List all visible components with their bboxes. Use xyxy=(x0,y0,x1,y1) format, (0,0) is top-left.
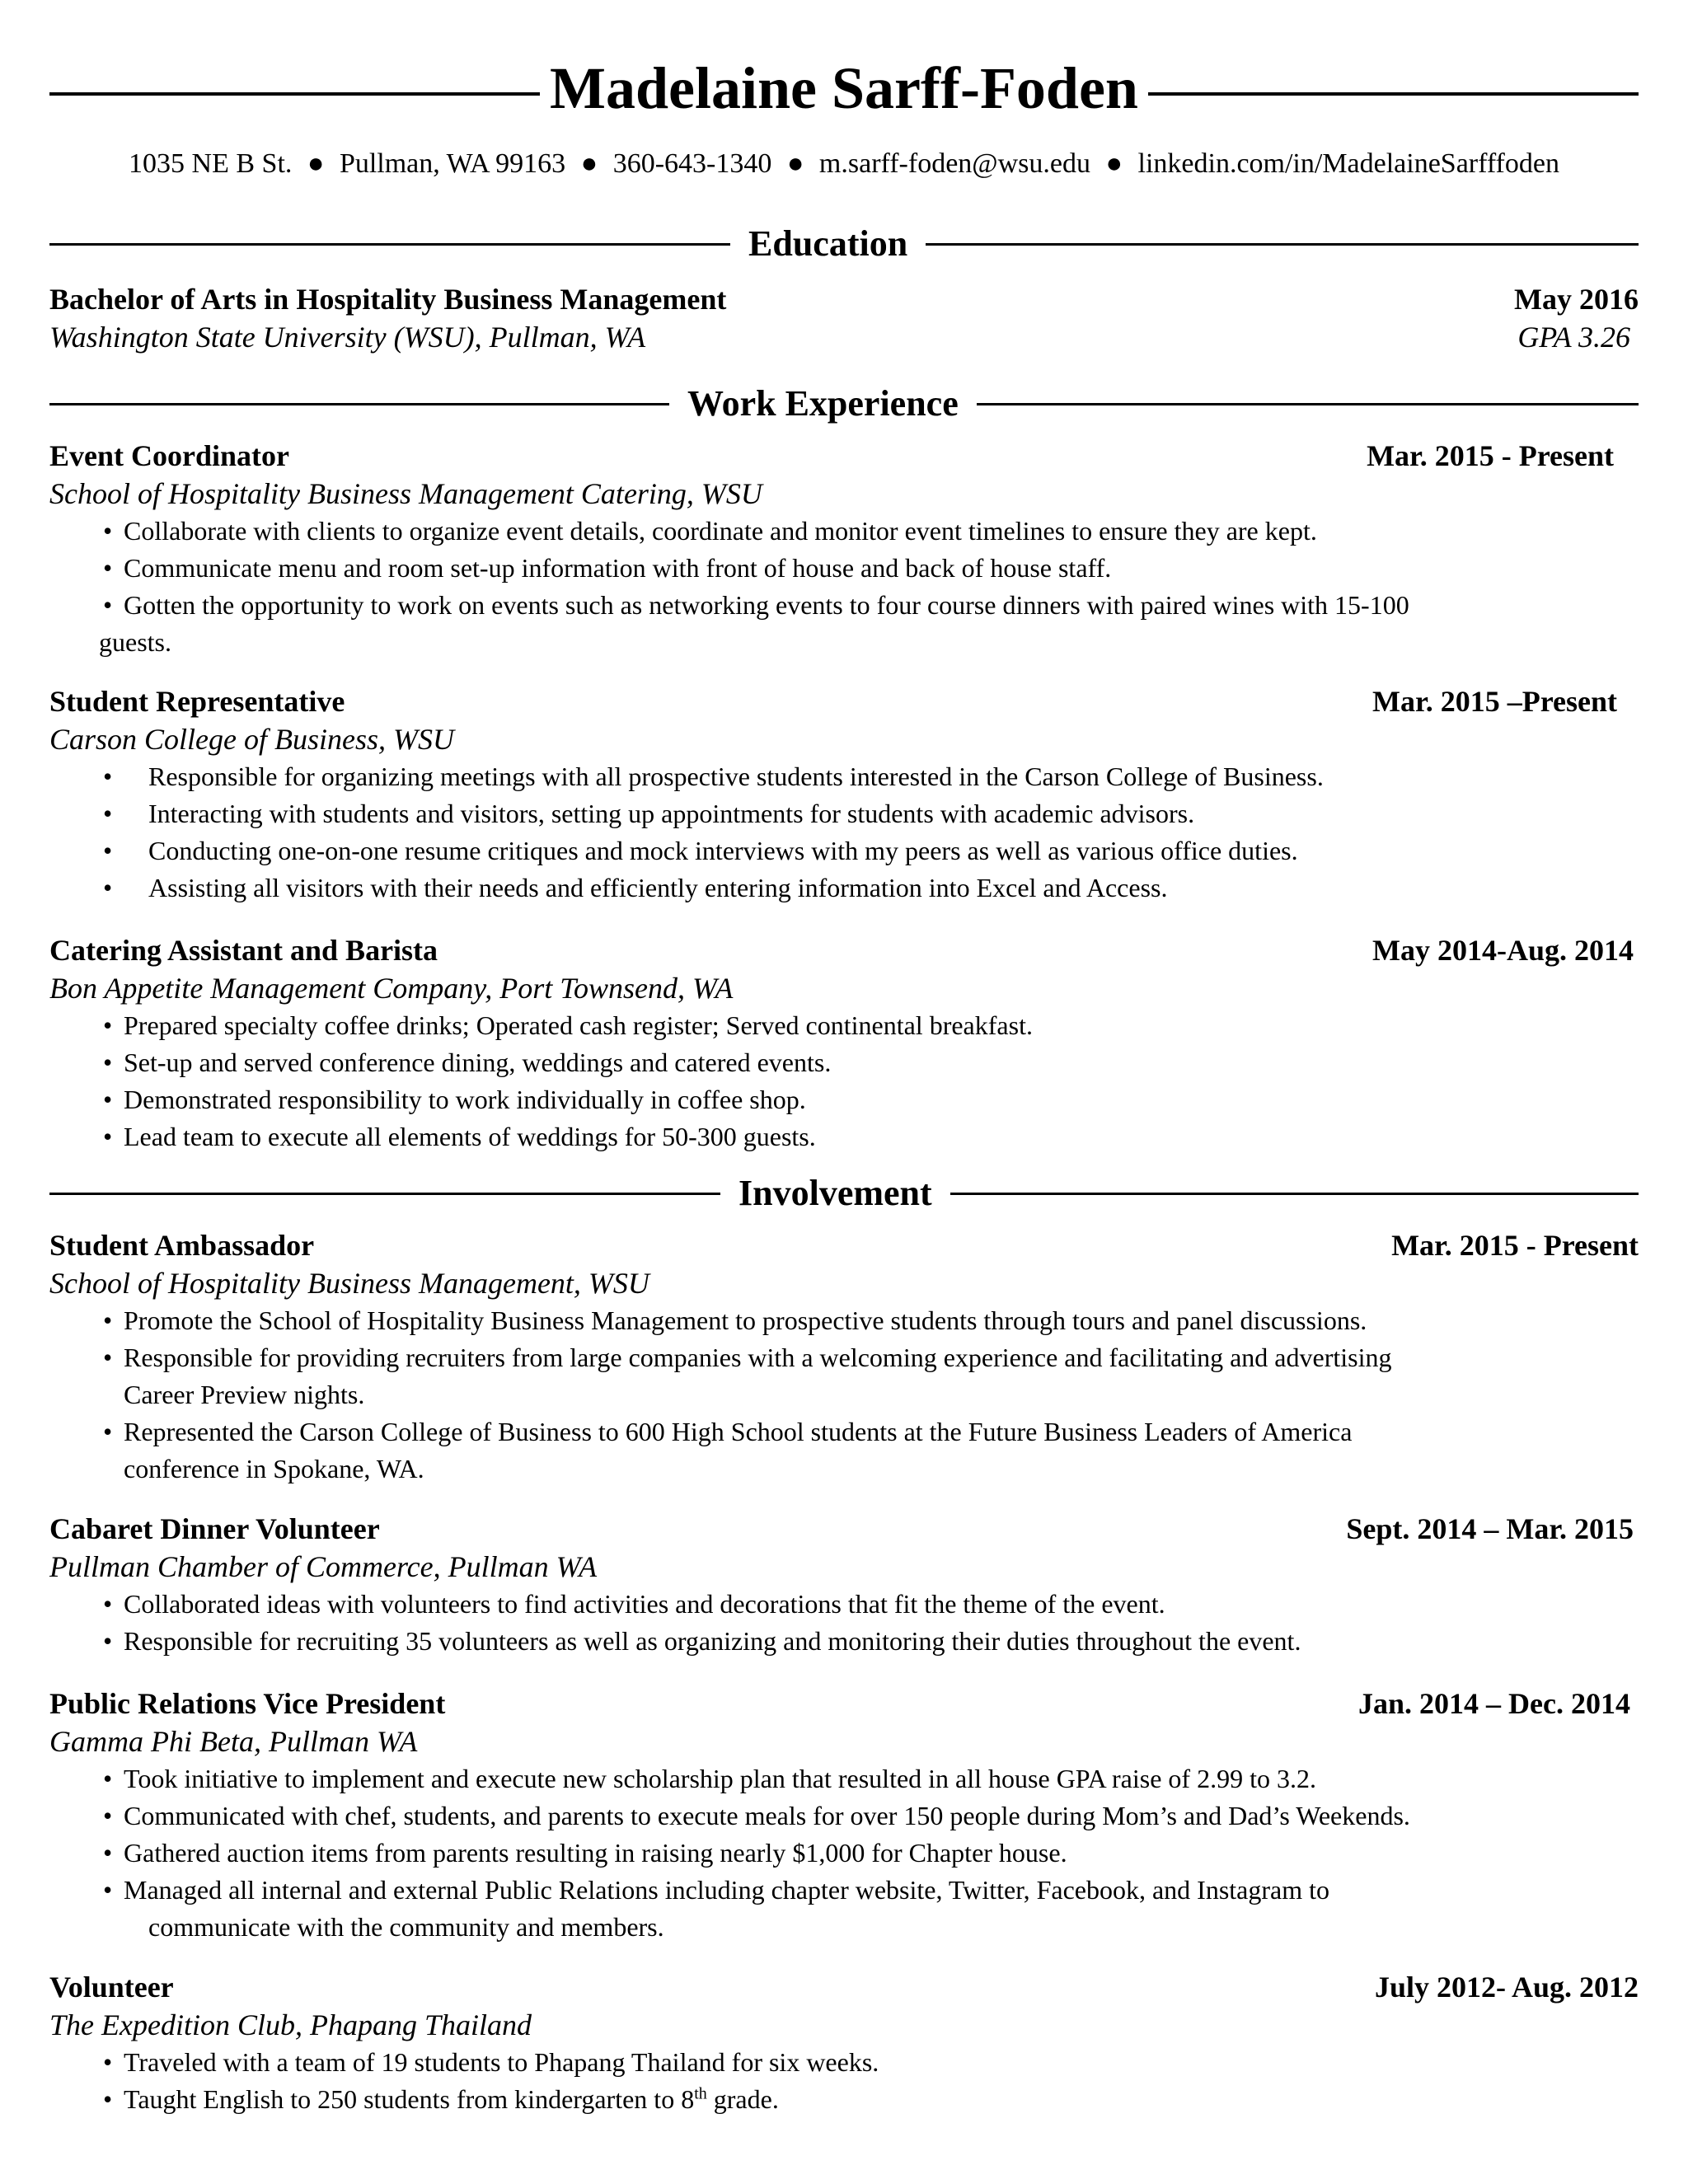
job-org: Carson College of Business, WSU xyxy=(49,723,454,756)
bullet-text: Communicate menu and room set-up information with front of house and back of house staff. xyxy=(124,553,1112,583)
involvement-date: Mar. 2015 - Present xyxy=(1391,1229,1639,1262)
bullet-text: Demonstrated responsibility to work individually in coffee shop. xyxy=(124,1085,806,1114)
bullet-text: Traveled with a team of 19 students to Phapang Thailand for six weeks. xyxy=(124,2047,879,2077)
degree: Bachelor of Arts in Hospitality Business Management xyxy=(49,283,727,316)
gpa: GPA 3.26 xyxy=(1517,321,1630,354)
phone: 360-643-1340 xyxy=(612,148,772,179)
involvement-role: Public Relations Vice President xyxy=(49,1687,446,1720)
section-title: Work Experience xyxy=(687,383,959,424)
involvement-date: Jan. 2014 – Dec. 2014 xyxy=(1358,1687,1630,1720)
involvement-role: Student Ambassador xyxy=(49,1229,315,1262)
section-divider xyxy=(49,403,669,405)
bullet-text: Promote the School of Hospitality Business Management to prospective students through tours and panel discussions. xyxy=(124,1305,1367,1335)
name-header xyxy=(49,51,1639,125)
section-involvement xyxy=(49,1169,1639,1218)
bullet-text: communicate with the community and members. xyxy=(148,1912,664,1942)
section-work xyxy=(49,379,1639,429)
bullet-text: Managed all internal and external Public Relations including chapter website, Twitter, Facebook, and Instagram to xyxy=(124,1875,1330,1905)
bullet-text: Assisting all visitors with their needs and efficiently entering information into Excel and Access. xyxy=(148,873,1168,902)
involvement-role: Cabaret Dinner Volunteer xyxy=(49,1512,380,1545)
bullet-text: Career Preview nights. xyxy=(124,1380,365,1409)
involvement-entry: Volunteer July 2012- Aug. 2012 The Expedition Club, Phapang Thailand • Traveled with a team of 19 students to Phapang Thailand for six weeks. • Taught English to 250 students from kindergarten to 8th grade. xyxy=(49,1968,1639,2118)
section-divider xyxy=(926,243,1639,246)
section-divider xyxy=(977,403,1639,405)
job-entry: Event Coordinator Mar. 2015 - Present School of Hospitality Business Management Catering, WSU • Collaborate with clients to organize event details, coordinate and monitor event timelines to ensure they are kept. • Communicate menu and room set-up information with front of house and back of house staff. • Gotten the opportunity to work on events such as networking events to four course dinners with paired wines with 15-100 guests. xyxy=(49,437,1639,661)
job-role: Catering Assistant and Barista xyxy=(49,934,438,967)
involvement-entry: Public Relations Vice President Jan. 2014 – Dec. 2014 Gamma Phi Beta, Pullman WA • Took initiative to implement and execute new scholarship plan that resulted in all house GPA raise of 2.99 to 3.2. • Communicated with chef, students, and parents to execute meals for over 150 people during Mom’s and Dad’s Weekends. • Gathered auction items from parents resulting in raising nearly $1,000 for Chapter house. • Managed all internal and external Public Relations including chapter website, Twitter, Facebook, and Instagram to communicate with the community and members. xyxy=(49,1685,1639,1946)
bullet-text: Represented the Carson College of Business to 600 High School students at the Future Business Leaders of America xyxy=(124,1417,1353,1446)
bullet-text: conference in Spokane, WA. xyxy=(124,1454,424,1483)
bullet-text: Taught English to 250 students from kindergarten to 8th grade. xyxy=(124,2084,779,2114)
job-role: Student Representative xyxy=(49,685,345,718)
section-education xyxy=(49,219,1639,269)
bullet-text: Collaborate with clients to organize event details, coordinate and monitor event timelines to ensure they are kept. xyxy=(124,516,1317,546)
section-divider xyxy=(49,1193,720,1195)
bullet-text: Responsible for organizing meetings with all prospective students interested in the Carson College of Business. xyxy=(148,762,1324,791)
bullet-text: Conducting one-on-one resume critiques and mock interviews with my peers as well as various office duties. xyxy=(148,836,1298,865)
section-title: Education xyxy=(748,223,908,264)
bullet-text: Interacting with students and visitors, setting up appointments for students with academic advisors. xyxy=(148,799,1195,828)
involvement-role: Volunteer xyxy=(49,1971,174,2004)
job-entry: Student Representative Mar. 2015 –Present Carson College of Business, WSU • Responsible for organizing meetings with all prospective students interested in the Carson College of Business. • Interacting with students and visitors, setting up appointments for students with academic advisors. • Conducting one-on-one resume critiques and mock interviews with my peers as well as various office duties. • Assisting all visitors with their needs and efficiently entering information into Excel and Access. xyxy=(49,682,1639,907)
city: Pullman, WA 99163 xyxy=(339,148,566,179)
job-org: Bon Appetite Management Company, Port Townsend, WA xyxy=(49,972,734,1005)
involvement-org: School of Hospitality Business Management, WSU xyxy=(49,1267,649,1300)
section-divider xyxy=(49,243,730,246)
bullet-text: Lead team to execute all elements of weddings for 50-300 guests. xyxy=(124,1122,816,1151)
job-role: Event Coordinator xyxy=(49,439,289,472)
involvement-org: Pullman Chamber of Commerce, Pullman WA xyxy=(49,1550,598,1583)
school: Washington State University (WSU), Pullman, WA xyxy=(49,321,646,354)
bullet-text: Gathered auction items from parents resulting in raising nearly $1,000 for Chapter house. xyxy=(124,1838,1067,1868)
address: 1035 NE B St. xyxy=(129,148,293,179)
bullet-text: Collaborated ideas with volunteers to find activities and decorations that fit the theme of the event. xyxy=(124,1589,1165,1619)
separator-dot: ● xyxy=(786,148,804,179)
involvement-org: The Expedition Club, Phapang Thailand xyxy=(49,2008,532,2041)
separator-dot: ● xyxy=(307,148,325,179)
separator-dot: ● xyxy=(1105,148,1123,179)
section-divider xyxy=(950,1193,1639,1195)
involvement-date: Sept. 2014 – Mar. 2015 xyxy=(1346,1512,1634,1545)
candidate-name: Madelaine Sarff-Foden xyxy=(550,55,1138,121)
job-date: May 2014-Aug. 2014 xyxy=(1372,934,1634,967)
bullet-text: Set-up and served conference dining, weddings and catered events. xyxy=(124,1047,832,1077)
involvement-entry: Cabaret Dinner Volunteer Sept. 2014 – Mar. 2015 Pullman Chamber of Commerce, Pullman WA • Collaborated ideas with volunteers to find activities and decorations that fit the theme of the event. • Responsible for recruiting 35 volunteers as well as organizing and monitoring their duties throughout the event. xyxy=(49,1510,1639,1660)
linkedin-link[interactable]: linkedin.com/in/MadelaineSarfffoden xyxy=(1137,148,1559,179)
divider-left xyxy=(49,92,540,96)
job-org: School of Hospitality Business Management Catering, WSU xyxy=(49,477,762,510)
bullet-text: guests. xyxy=(99,627,171,657)
bullet-text: Gotten the opportunity to work on events such as networking events to four course dinners with paired wines with 15-100 xyxy=(124,590,1409,620)
involvement-org: Gamma Phi Beta, Pullman WA xyxy=(49,1725,418,1758)
bullet-text: Responsible for providing recruiters from large companies with a welcoming experience and facilitating and advertising xyxy=(124,1343,1392,1372)
section-title: Involvement xyxy=(738,1173,932,1213)
contact-line xyxy=(49,148,1639,180)
bullet-text: Responsible for recruiting 35 volunteers as well as organizing and monitoring their duties throughout the event. xyxy=(124,1626,1301,1656)
job-entry: Catering Assistant and Barista May 2014-Aug. 2014 Bon Appetite Management Company, Port Townsend, WA • Prepared specialty coffee drinks; Operated cash register; Served continental breakfast. • Set-up and served conference dining, weddings and catered events. • Demonstrated responsibility to work individually in coffee shop. • Lead team to execute all elements of weddings for 50-300 guests. xyxy=(49,931,1639,1155)
degree-date: May 2016 xyxy=(1514,283,1639,316)
job-date: Mar. 2015 - Present xyxy=(1367,439,1614,472)
separator-dot: ● xyxy=(580,148,598,179)
bullet-text: Prepared specialty coffee drinks; Operated cash register; Served continental breakfast. xyxy=(124,1010,1033,1040)
involvement-date: July 2012- Aug. 2012 xyxy=(1374,1971,1639,2004)
job-date: Mar. 2015 –Present xyxy=(1372,685,1617,718)
involvement-entry: Student Ambassador Mar. 2015 - Present School of Hospitality Business Management, WSU • Promote the School of Hospitality Business Management to prospective students through tours and panel discussions. • Responsible for providing recruiters from large companies with a welcoming experience and facilitating and advertising Career Preview nights. • Represented the Carson College of Business to 600 High School students at the Future Business Leaders of America conference in Spokane, WA. xyxy=(49,1226,1639,1488)
education-entry xyxy=(49,280,1639,356)
email-link[interactable]: m.sarff-foden@wsu.edu xyxy=(818,148,1090,179)
bullet-text: Took initiative to implement and execute new scholarship plan that resulted in all house GPA raise of 2.99 to 3.2. xyxy=(124,1764,1316,1793)
bullet-text: Communicated with chef, students, and parents to execute meals for over 150 people during Mom’s and Dad’s Weekends. xyxy=(124,1801,1410,1830)
divider-right xyxy=(1148,92,1639,96)
